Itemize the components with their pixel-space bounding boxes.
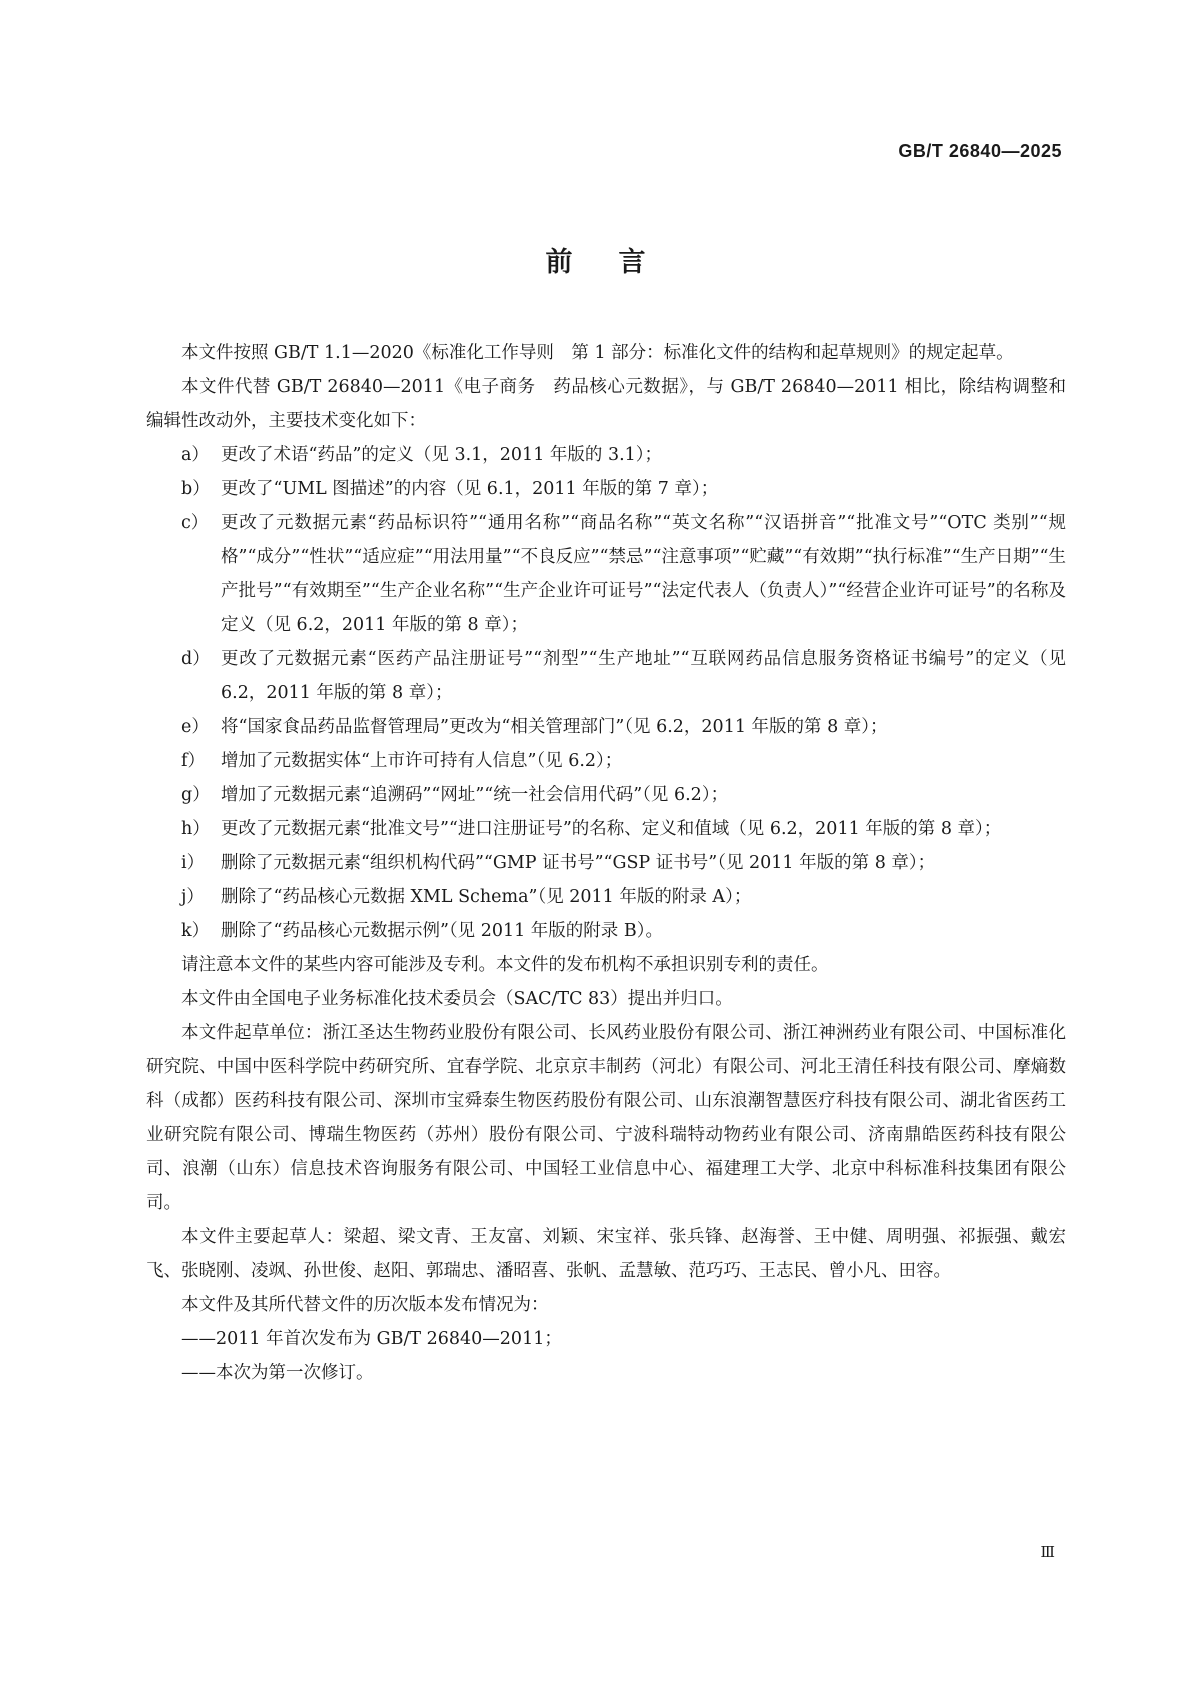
page-number: Ⅲ	[1040, 1543, 1055, 1561]
change-label: k）	[181, 921, 210, 941]
standard-number: GB/T 26840—2025	[898, 141, 1062, 161]
change-text: 删除了“药品核心元数据 XML Schema”（见 2011 年版的附录 A）；	[221, 887, 752, 907]
change-text: 删除了“药品核心元数据示例”（见 2011 年版的附录 B）。	[221, 921, 663, 941]
change-label: c）	[181, 513, 209, 533]
change-text: 更改了元数据元素“批准文号”“进口注册证号”的名称、定义和值域（见 6.2，2011 年版的第 8 章）；	[221, 819, 1002, 839]
change-item-k	[146, 914, 1066, 948]
change-text: 增加了元数据元素“追溯码”“网址”“统一社会信用代码”（见 6.2）；	[221, 785, 729, 805]
paragraph-patent-notice: 请注意本文件的某些内容可能涉及专利。本文件的发布机构不承担识别专利的责任。	[181, 955, 829, 975]
change-item-c	[146, 506, 1066, 642]
paragraph-drafting-units: 本文件起草单位：浙江圣达生物药业股份有限公司、长风药业股份有限公司、浙江神洲药业有限公司、中国标准化研究院、中国中医科学院中药研究所、宜春学院、北京京丰制药（河北）有限公司、河北王清任科技有限公司、摩熵数科（成都）医药科技有限公司、深圳市宝舜泰生物医药股份有限公司、山东浪潮智慧医疗科技有限公司、湖北省医药工业研究院有限公司、博瑞生物医药（苏州）股份有限公司、宁波科瑞特动物药业有限公司、济南鼎皓医药科技有限公司、浪潮（山东）信息技术咨询服务有限公司、中国轻工业信息中心、福建理工大学、北京中科标准科技集团有限公司。	[146, 1023, 1066, 1213]
page-title: 前言	[545, 247, 692, 278]
change-text: 删除了元数据元素“组织机构代码”“GMP 证书号”“GSP 证书号”（见 2011 年版的第 8 章）；	[221, 853, 936, 873]
change-item-j	[146, 880, 1066, 914]
paragraph-proposer: 本文件由全国电子业务标准化技术委员会（SAC/TC 83）提出并归口。	[181, 989, 733, 1009]
change-label: i）	[181, 853, 205, 873]
change-item-i	[146, 846, 1066, 880]
change-item-a	[146, 438, 1066, 472]
change-label: d）	[181, 649, 210, 669]
change-text: 更改了元数据元素“药品标识符”“通用名称”“商品名称”“英文名称”“汉语拼音”“批准文号”“OTC 类别”“规格”“成分”“性状”“适应症”“用法用量”“不良反应”“禁忌”“注意事项”“贮藏”“有效期”“执行标准”“生产日期”“生产批号”“有效期至”“生产企业名称”“生产企业许可证号”“法定代表人（负责人）”“经营企业许可证号”的名称及定义（见 6.2，2011 年版的第 8 章）；	[221, 513, 1066, 635]
change-item-g	[146, 778, 1066, 812]
history-item-first: ——2011 年首次发布为 GB/T 26840—2011；	[181, 1329, 562, 1349]
change-label: g）	[181, 785, 210, 805]
paragraph-replacement: 本文件代替 GB/T 26840—2011《电子商务 药品核心元数据》，与 GB/T 26840—2011 相比，除结构调整和编辑性改动外，主要技术变化如下：	[146, 377, 1066, 431]
change-text: 增加了元数据实体“上市许可持有人信息”（见 6.2）；	[221, 751, 623, 771]
document-body	[146, 336, 1066, 1390]
change-label: b）	[181, 479, 210, 499]
change-text: 更改了术语“药品”的定义（见 3.1，2011 年版的 3.1）；	[221, 445, 663, 465]
change-item-d	[146, 642, 1066, 710]
change-label: h）	[181, 819, 210, 839]
change-text: 更改了“UML 图描述”的内容（见 6.1，2011 年版的第 7 章）；	[221, 479, 719, 499]
paragraph-drafters: 本文件主要起草人：梁超、梁文青、王友富、刘颖、宋宝祥、张兵锋、赵海誉、王中健、周明强、祁振强、戴宏飞、张晓刚、凌飒、孙世俊、赵阳、郭瑞忠、潘昭喜、张帆、孟慧敏、范巧巧、王志民、曾小凡、田容。	[146, 1227, 1066, 1281]
change-label: f）	[181, 751, 205, 771]
change-item-f	[146, 744, 1066, 778]
history-item-revision: ——本次为第一次修订。	[181, 1363, 374, 1383]
change-text: 将“国家食品药品监督管理局”更改为“相关管理部门”（见 6.2，2011 年版的第 8 章）；	[221, 717, 888, 737]
change-item-e	[146, 710, 1066, 744]
change-label: e）	[181, 717, 209, 737]
change-item-b	[146, 472, 1066, 506]
change-label: j）	[181, 887, 204, 907]
paragraph-history-intro: 本文件及其所代替文件的历次版本发布情况为：	[181, 1295, 549, 1315]
paragraph-drafting-rules: 本文件按照 GB/T 1.1—2020《标准化工作导则 第 1 部分：标准化文件的结构和起草规则》的规定起草。	[181, 343, 1014, 363]
change-text: 更改了元数据元素“医药产品注册证号”“剂型”“生产地址”“互联网药品信息服务资格证书编号”的定义（见 6.2，2011 年版的第 8 章）；	[221, 649, 1066, 703]
change-item-h	[146, 812, 1066, 846]
change-label: a）	[181, 445, 209, 465]
